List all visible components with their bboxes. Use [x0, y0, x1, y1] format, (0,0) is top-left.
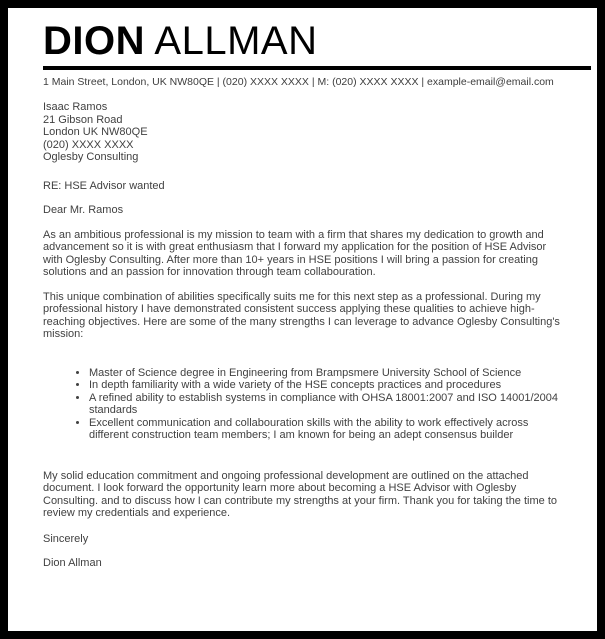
- qualities-paragraph: This unique combination of abilities specifically suits me for this next step as a professional. During my professional history I have demonstrated consistent success applying these qualities to achieve high-reaching objectives. Here are some of the many strengths I can leverage to advance Oglesby Consulting's mission:: [43, 290, 560, 340]
- salutation: Dear Mr. Ramos: [43, 204, 124, 216]
- closing-paragraph: My solid education commitment and ongoing professional development are outlined on the attached document. I look forward the opportunity learn more about becoming a HSE Advisor with Oglesby Consulting. and to discuss how I can contribute my strengths at your firm. Thank you for taking the time to review my credentials and experience.: [43, 469, 557, 519]
- recipient-phone-line: (020) XXXX XXXX: [43, 138, 134, 151]
- letterhead-divider-rule: [43, 66, 591, 70]
- letterhead-first-name: DION: [43, 19, 145, 63]
- strength-item: • Master of Science degree in Engineering from Brampsmere University School of Science: [89, 367, 559, 380]
- recipient-street-line: 21 Gibson Road: [43, 113, 123, 126]
- signoff: Sincerely: [43, 532, 89, 545]
- letterhead-name: [43, 21, 561, 61]
- letterhead-last-name: ALLMAN: [154, 19, 318, 63]
- letter-body: [43, 101, 561, 570]
- strengths-list: [43, 367, 561, 442]
- recipient-company-line: Oglesby Consulting: [43, 151, 139, 163]
- letterhead-contact-line: 1 Main Street, London, UK NW80QE | (020) XXXX XXXX | M: (020) XXXX XXXX | example-email@email.com: [43, 76, 554, 88]
- strength-item: • A refined ability to establish systems in compliance with OHSA 18001:2007 and ISO 14001/2004 standards: [89, 392, 559, 417]
- signature-name: Dion Allman: [43, 557, 102, 569]
- recipient-name-line: Isaac Ramos: [43, 101, 108, 113]
- recipient-address-block: [43, 101, 561, 164]
- subject-line: RE: HSE Advisor wanted: [43, 179, 165, 192]
- strength-item: • Excellent communication and collabouration skills with the ability to work effectively across different construction team members; I am known for being an adept consensus builder: [89, 417, 559, 442]
- opening-paragraph: As an ambitious professional is my mission to team with a firm that shares my dedication to growth and advancement so it is with great enthusiasm that I forward my application for the position of HSE Advisor with Oglesby Consulting. After more than 10+ years in HSE positions I will bring a passion for creating solutions and an passion for innovation through team collabouration.: [43, 228, 547, 278]
- recipient-city-line: London UK NW80QE: [43, 126, 148, 138]
- letterhead: [43, 21, 561, 89]
- strength-item: • In depth familiarity with a wide variety of the HSE concepts practices and procedures: [89, 379, 559, 392]
